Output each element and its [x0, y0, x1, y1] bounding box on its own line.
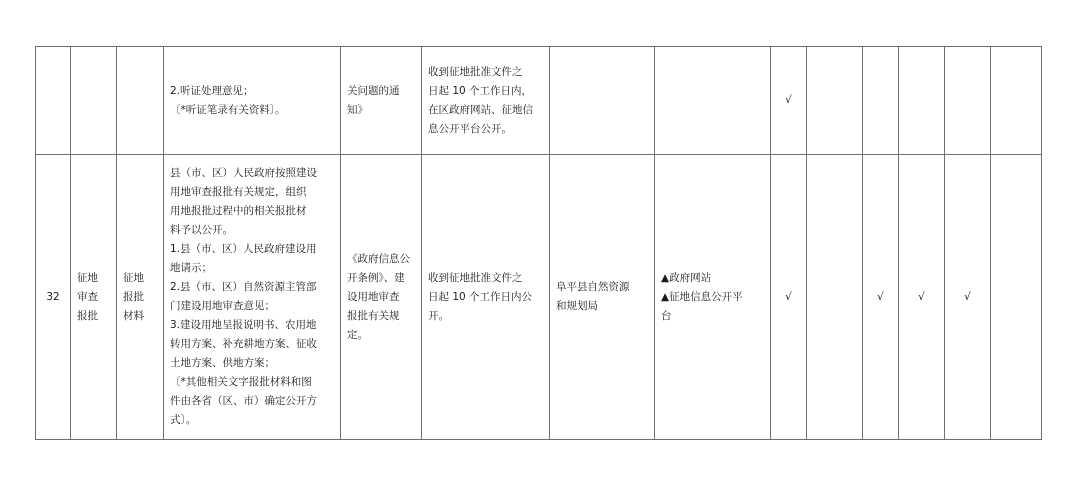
channel-cell: [655, 155, 771, 440]
item-cell-line: 报批: [77, 309, 98, 322]
subitem-cell-line: 材料: [123, 309, 144, 322]
check-mark-cell: [863, 47, 899, 155]
content-cell-line: 料予以公开。: [170, 224, 233, 236]
content-cell-line: 县（市、区）人民政府按照建设: [170, 167, 317, 179]
basis-cell: [341, 155, 422, 440]
disclosure-table: [35, 46, 1042, 440]
channel-cell: [655, 47, 771, 155]
content-cell-line: 用地审查报批有关规定，组织: [170, 186, 307, 198]
check-mark-cell: [899, 47, 945, 155]
row-index: [36, 47, 71, 155]
subitem-cell: [117, 47, 164, 155]
subject-cell-line: 阜平县自然资源: [556, 281, 630, 293]
check-mark-cell: [945, 47, 991, 155]
time-limit-cell-line: 息公开平台公开。: [428, 122, 512, 135]
channel-cell-line: 台: [661, 309, 672, 322]
item-cell-line: 征地: [77, 271, 98, 284]
basis-cell-line: 开条例》、建: [347, 271, 405, 284]
item-cell-line: 审查: [77, 290, 98, 303]
subitem-cell-line: 征地: [123, 271, 144, 284]
item-cell: [71, 47, 117, 155]
time-limit-cell-line: 收到征地批准文件之: [428, 271, 523, 284]
content-cell-line: 用地报批过程中的相关报批材: [170, 205, 307, 217]
content-cell-line: 〔*听证笔录有关资料〕。: [170, 103, 286, 116]
basis-cell-line: 报批有关规: [347, 309, 400, 322]
check-mark-cell: [807, 155, 863, 440]
subject-cell: [550, 47, 655, 155]
content-cell: [164, 155, 341, 440]
check-mark-cell: √: [771, 155, 807, 440]
check-mark-cell: √: [899, 155, 945, 440]
basis-cell-line: 知》: [347, 103, 368, 116]
time-limit-cell-line: 开。: [428, 309, 449, 322]
item-cell: [71, 155, 117, 440]
time-limit-cell-line: 收到征地批准文件之: [428, 65, 523, 78]
subitem-cell: [117, 155, 164, 440]
time-limit-cell-line: 在区政府网站、征地信: [428, 103, 533, 116]
channel-cell-line: ▲征地信息公开平: [661, 290, 743, 303]
table-row: [36, 47, 1042, 155]
subitem-cell-line: 报批: [123, 290, 144, 303]
content-cell-line: 3.建设用地呈报说明书、农用地: [170, 319, 317, 331]
content-cell-line: 土地方案、供地方案；: [170, 357, 275, 369]
check-mark-cell: [991, 155, 1042, 440]
content-cell-line: 2.听证处理意见；: [170, 84, 254, 97]
time-limit-cell: [422, 155, 550, 440]
content-cell: [164, 47, 341, 155]
time-limit-cell-line: 日起 10 个工作日内公: [428, 290, 533, 303]
table-row: [36, 155, 1042, 440]
basis-cell-line: 设用地审查: [347, 290, 400, 303]
check-mark-cell: √: [863, 155, 899, 440]
content-cell-line: 件由各省（区、市）确定公开方: [170, 395, 317, 407]
check-mark-cell: √: [771, 47, 807, 155]
content-cell-line: 地请示；: [170, 262, 212, 274]
subject-cell: [550, 155, 655, 440]
basis-cell-line: 关问题的通: [347, 84, 400, 97]
check-mark-cell: [807, 47, 863, 155]
subject-cell-line: 和规划局: [556, 300, 598, 312]
content-cell-line: 门建设用地审查意见；: [170, 300, 275, 312]
row-index: 32: [36, 155, 71, 440]
content-cell-line: 〔*其他相关文字报批材料和图: [170, 376, 312, 388]
basis-cell-line: 定。: [347, 328, 368, 341]
content-cell-line: 2.县（市、区）自然资源主管部: [170, 281, 317, 293]
content-cell-line: 转用方案、补充耕地方案、征收: [170, 338, 317, 350]
basis-cell: [341, 47, 422, 155]
content-cell-line: 1.县（市、区）人民政府建设用: [170, 243, 317, 255]
basis-cell-line: 《政府信息公: [347, 252, 410, 265]
check-mark-cell: [991, 47, 1042, 155]
time-limit-cell-line: 日起 10 个工作日内，: [428, 84, 533, 97]
content-cell-line: 式〕。: [170, 414, 197, 426]
time-limit-cell: [422, 47, 550, 155]
channel-cell-line: ▲政府网站: [661, 271, 712, 284]
check-mark-cell: √: [945, 155, 991, 440]
